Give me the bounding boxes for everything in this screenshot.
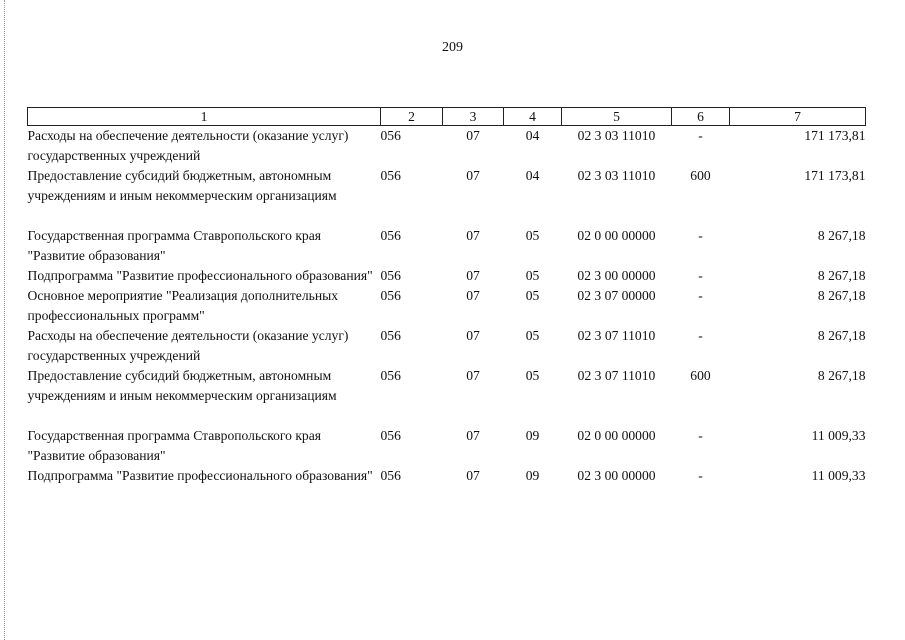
cell-amount: 8 267,18 [817,288,866,303]
cell-code-4: 05 [525,228,540,243]
cell-item-name: Предоставление субсидий бюджетным, автономным учреждениям и иным некоммерческим организациям [27,168,337,203]
cell-code-2: 056 [380,268,401,283]
cell-expense-type: - [698,468,703,483]
table-header-row [28,108,866,126]
cell-code-4: 09 [525,428,540,443]
cell-code-3: 07 [466,168,480,183]
cell-code-3: 07 [466,288,480,303]
header-col-1: 1 [28,108,381,126]
cell-code-2: 056 [380,128,401,143]
table-spacer-row [28,406,866,426]
table-row [28,426,866,466]
cell-code-4: 05 [525,328,540,343]
table-row [28,166,866,206]
header-col-5: 5 [562,108,672,126]
spacer-cell [28,206,866,226]
table-body [28,126,866,487]
cell-amount: 8 267,18 [817,368,866,383]
cell-code-3: 07 [466,368,480,383]
cell-expense-type: - [698,228,703,243]
cell-code-3: 07 [466,228,480,243]
cell-target-code: 02 3 07 11010 [577,328,656,343]
cell-code-3: 07 [466,128,480,143]
cell-expense-type: - [698,428,703,443]
table-row [28,466,866,486]
cell-item-name: Расходы на обеспечение деятельности (оказание услуг) государственных учреждений [27,328,349,363]
cell-code-4: 09 [525,468,540,483]
header-col-6: 6 [672,108,730,126]
cell-code-3: 07 [466,468,480,483]
cell-item-name: Государственная программа Ставропольского края "Развитие образования" [27,228,322,263]
cell-code-3: 07 [466,328,480,343]
page-number: 209 [442,40,463,55]
cell-item-name: Подпрограмма "Развитие профессионального образования" [27,468,373,483]
cell-expense-type: 600 [690,368,711,383]
cell-item-name: Государственная программа Ставропольского края "Развитие образования" [27,428,322,463]
cell-amount: 8 267,18 [817,268,866,283]
header-col-2: 2 [381,108,443,126]
cell-amount: 11 009,33 [811,428,866,443]
cell-amount: 8 267,18 [817,228,866,243]
cell-code-3: 07 [466,268,480,283]
cell-expense-type: - [698,288,703,303]
cell-code-2: 056 [380,228,401,243]
cell-expense-type: 600 [690,168,711,183]
cell-expense-type: - [698,328,703,343]
cell-code-4: 04 [525,168,540,183]
cell-code-2: 056 [380,168,401,183]
cell-amount: 171 173,81 [804,128,866,143]
cell-code-2: 056 [380,368,401,383]
table-row [28,286,866,326]
cell-amount: 11 009,33 [811,468,866,483]
table-row [28,326,866,366]
cell-item-name: Предоставление субсидий бюджетным, автономным учреждениям и иным некоммерческим организациям [27,368,337,403]
cell-expense-type: - [698,128,703,143]
header-col-7: 7 [730,108,866,126]
cell-code-2: 056 [380,468,401,483]
table-row [28,226,866,266]
cell-amount: 8 267,18 [817,328,866,343]
cell-item-name: Основное мероприятие "Реализация дополнительных профессиональных программ" [27,288,339,323]
cell-target-code: 02 3 00 00000 [577,268,656,283]
header-col-3: 3 [443,108,504,126]
cell-item-name: Расходы на обеспечение деятельности (оказание услуг) государственных учреждений [27,128,349,163]
table-row [28,126,866,167]
cell-item-name: Подпрограмма "Развитие профессионального образования" [27,268,373,283]
cell-code-2: 056 [380,428,401,443]
cell-target-code: 02 0 00 00000 [577,228,656,243]
cell-target-code: 02 3 03 11010 [577,128,656,143]
table-spacer-row [28,206,866,226]
cell-code-3: 07 [466,428,480,443]
cell-target-code: 02 3 00 00000 [577,468,656,483]
cell-target-code: 02 3 07 11010 [577,368,656,383]
table-row [28,266,866,286]
cell-target-code: 02 0 00 00000 [577,428,656,443]
header-col-4: 4 [504,108,562,126]
table-row [28,366,866,406]
cell-target-code: 02 3 03 11010 [577,168,656,183]
page-edge-dotted-line [4,0,5,640]
cell-expense-type: - [698,268,703,283]
cell-code-4: 05 [525,368,540,383]
cell-amount: 171 173,81 [804,168,866,183]
cell-code-4: 05 [525,288,540,303]
cell-code-2: 056 [380,288,401,303]
budget-table [27,107,866,486]
cell-code-4: 05 [525,268,540,283]
cell-code-2: 056 [380,328,401,343]
spacer-cell [28,406,866,426]
cell-target-code: 02 3 07 00000 [577,288,656,303]
cell-code-4: 04 [525,128,540,143]
